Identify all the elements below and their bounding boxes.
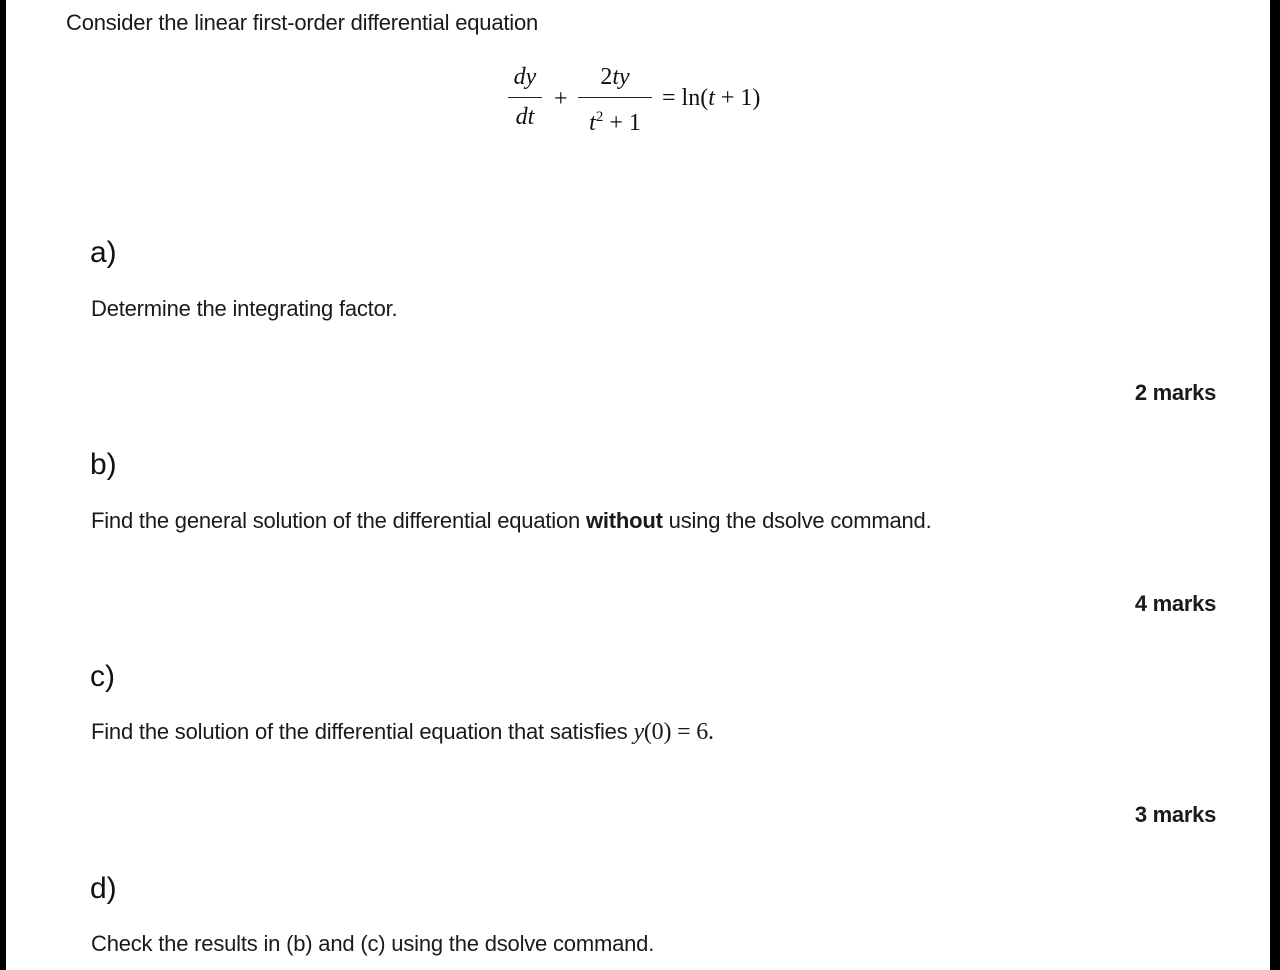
fraction-bar xyxy=(508,97,542,98)
fraction-bar xyxy=(578,97,652,98)
part-b-text: Find the general solution of the differential equation without using the dsolve command. xyxy=(91,508,932,533)
intro-text: Consider the linear first-order differential equation xyxy=(66,10,539,35)
coefficient-denominator: $t^2 + 1$ xyxy=(589,109,641,136)
part-d-label: d) xyxy=(90,872,117,905)
derivative-denominator: dt xyxy=(515,104,535,130)
part-a-text: Determine the integrating factor. xyxy=(91,296,398,321)
equation-rhs: = ln(t + 1) xyxy=(662,85,761,111)
part-b-label: b) xyxy=(90,448,117,481)
derivative-numerator: dy xyxy=(513,64,537,90)
emphasis-without: without xyxy=(585,508,663,533)
part-c-marks: 3 marks xyxy=(1134,802,1216,827)
left-border xyxy=(0,0,6,970)
coefficient-numerator: 2ty xyxy=(600,64,630,90)
part-a-marks: 2 marks xyxy=(1134,380,1216,405)
part-a-label: a) xyxy=(90,236,117,269)
plus-operator: + xyxy=(554,86,568,112)
part-b-marks: 4 marks xyxy=(1134,591,1216,616)
part-d-text: Check the results in (b) and (c) using the dsolve command. xyxy=(91,931,655,956)
right-border xyxy=(1270,0,1280,970)
part-c-text: Find the solution of the differential equation that satisfies y(0) = 6. xyxy=(91,719,714,745)
part-c-label: c) xyxy=(90,660,115,693)
